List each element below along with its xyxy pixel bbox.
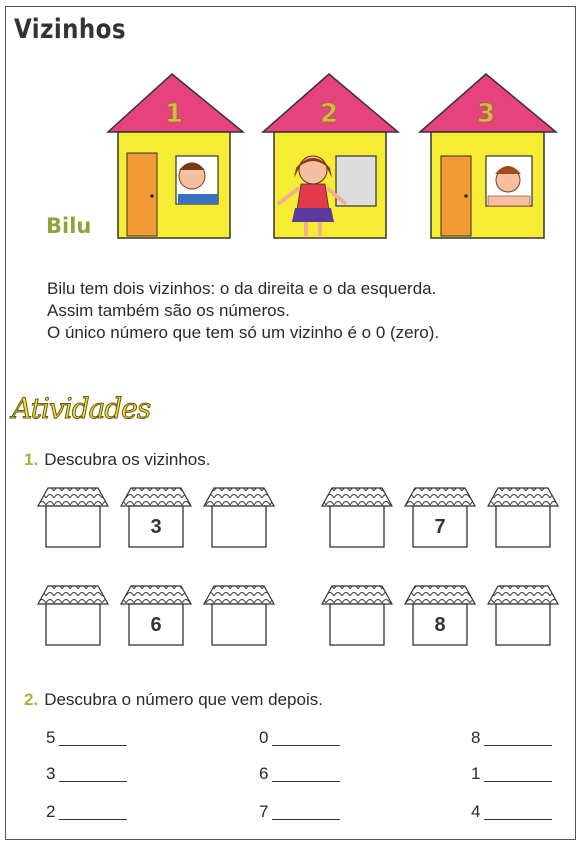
answer-line[interactable]: [272, 781, 340, 782]
intro-line: O único número que tem só um vizinho é o 0 (zero).: [47, 323, 440, 342]
house-2-number: 2: [319, 99, 339, 129]
intro-line: Assim também são os números.: [47, 301, 290, 320]
sequence-item: 1: [471, 764, 552, 784]
house-1-number: 1: [164, 99, 184, 129]
answer-line[interactable]: [484, 745, 552, 746]
sequence-item: 3: [46, 764, 127, 784]
house-3-number: 3: [476, 99, 496, 129]
sequence-item: 4: [471, 802, 552, 822]
answer-line[interactable]: [484, 819, 552, 820]
answer-line[interactable]: [59, 781, 127, 782]
sequence-item: 5: [46, 728, 127, 748]
sequence-item: 0: [259, 728, 340, 748]
sequence-item: 7: [259, 802, 340, 822]
neighbors-exercise: [30, 484, 570, 654]
houses-illustration: [100, 70, 565, 250]
intro-line: Bilu tem dois vizinhos: o da direita e o da esquerda.: [47, 279, 437, 298]
middle-number: 8: [434, 614, 446, 636]
question-2: [24, 690, 323, 710]
question-1: [24, 450, 211, 470]
sequence-item: 8: [471, 728, 552, 748]
question-number: 2.: [24, 690, 39, 709]
question-text: Descubra o número que vem depois.: [44, 690, 323, 709]
answer-line[interactable]: [59, 819, 127, 820]
character-label: Bilu: [46, 214, 92, 238]
page-title: Vizinhos: [14, 14, 126, 45]
sequence-item: 6: [259, 764, 340, 784]
answer-line[interactable]: [484, 781, 552, 782]
section-title: Atividades: [12, 392, 151, 425]
question-text: Descubra os vizinhos.: [44, 450, 211, 469]
answer-line[interactable]: [59, 745, 127, 746]
intro-text: [47, 278, 439, 344]
middle-number: 6: [150, 614, 162, 636]
answer-line[interactable]: [272, 819, 340, 820]
middle-number: 3: [150, 516, 162, 538]
middle-number: 7: [434, 516, 446, 538]
sequence-item: 2: [46, 802, 127, 822]
question-number: 1.: [24, 450, 39, 469]
answer-line[interactable]: [272, 745, 340, 746]
